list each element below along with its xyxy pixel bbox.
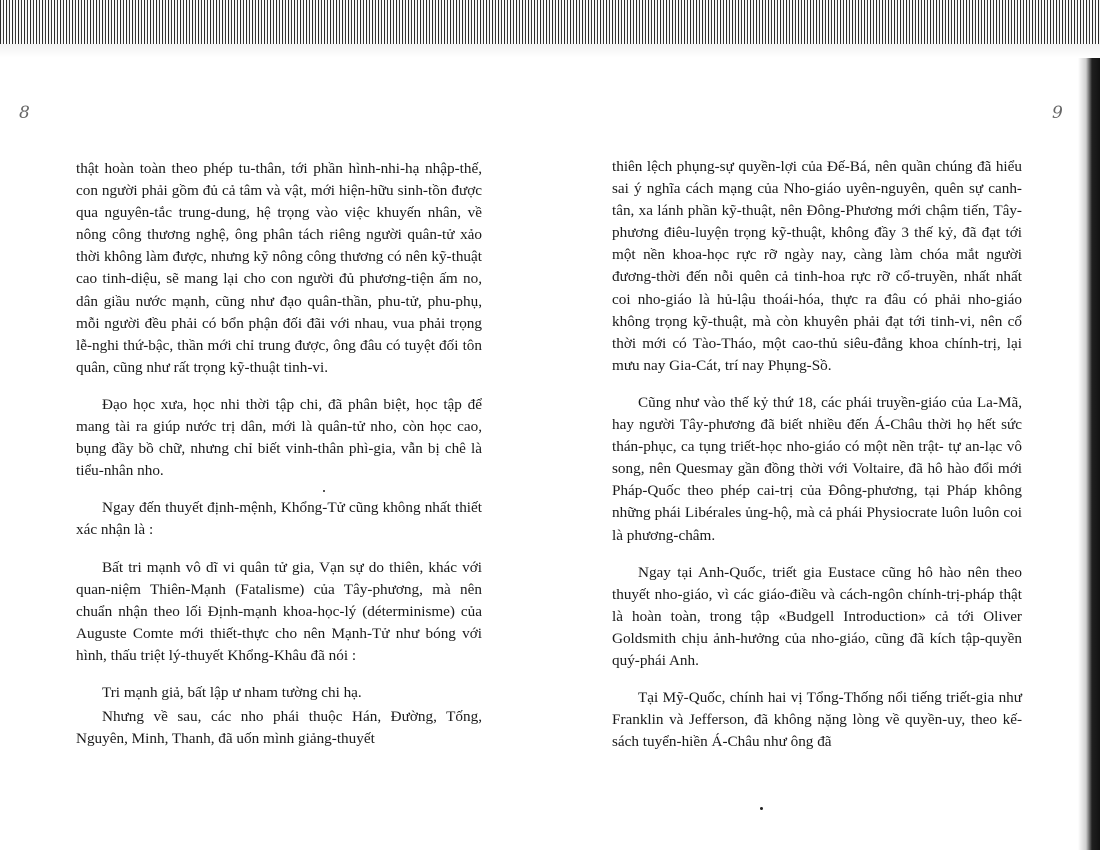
page-number-right: 9 — [1052, 103, 1063, 123]
paragraph: thiên lệch phụng-sự quyền-lợi của Đế-Bá, nên quần chúng đã hiểu sai ý nghĩa cách mạng của Nho-giáo uyên-nguyên, quên sự canh-tân, xa lánh phần kỹ-thuật, nên Đông-Phương mới chậm tiến, Tây-phương điêu-luyện trọng kỹ-thuật, không đầy 3 thế kỷ, đã đạt tới một nền khoa-học rực rỡ ngày nay, càng làm chóa mắt người đương-thời đến nỗi quên cả tinh-hoa rực rỡ cổ-truyền, nhất nhất coi nho-giáo là hủ-lậu thoái-hóa, thực ra đâu có phải nho-giáo không trọng kỹ-thuật, mà còn khuyên phải đạt tới tinh-vi, nên cổ thời mới có Tào-Tháo, một cao-thủ siêu-đẳng khoa chính-trị, lại mưu nay Gia-Cát, trí nay Phụng-Sồ. — [612, 158, 1022, 374]
page-number-left: 8 — [19, 103, 30, 123]
scan-border-right — [1078, 58, 1100, 850]
right-page-column — [612, 156, 1022, 753]
scan-speck — [323, 490, 325, 492]
paragraph: Ngay đến thuyết định-mệnh, Khổng-Tử cũng không nhất thiết xác nhận là : — [76, 499, 482, 539]
paragraph: Ngay tại Anh-Quốc, triết gia Eustace cũng hô hào nên theo thuyết nho-giáo, vì các giáo-điều và cách-ngôn chính-trị-pháp thật là hoàn toàn, trong tập «Budgell Introduction» cả tới Oliver Goldsmith chịu ảnh-hưởng của nho-giáo, cũng đã kích tập-quyền quý-phái Anh. — [612, 563, 1022, 669]
paragraph: Cũng như vào thế kỷ thứ 18, các phái truyền-giáo của La-Mã, hay người Tây-phương đã biết nhiều đến Á-Châu thời họ hết sức thán-phục, ca tụng triết-học nho-giáo có một nền trật- tự an-lạc vô song, nên Quesmay gần đồng thời với Voltaire, đã hô hào đổi mới Pháp-Quốc theo phép cai-trị của Đông-phương, tại Pháp không những phái Libérales ủng-hộ, mà cả phái Physiocrate luôn luôn coi là phương-châm. — [612, 393, 1022, 544]
scan-speck — [760, 807, 763, 810]
scan-border-top — [0, 0, 1100, 58]
paragraph: Tri mạnh giả, bất lập ư nham tường chi hạ. — [102, 683, 362, 701]
paragraph: Nhưng về sau, các nho phái thuộc Hán, Đường, Tống, Nguyên, Minh, Thanh, đã uốn mình giảng-thuyết — [76, 708, 482, 748]
paragraph: Tại Mỹ-Quốc, chính hai vị Tổng-Thống nổi tiếng triết-gia như Franklin và Jefferson, đã không nặng lòng về quyền-uy, theo kế- sách tuyển-hiền Á-Châu như ông đã — [612, 689, 1022, 751]
paragraph: Bất tri mạnh vô dĩ vi quân tử gia, Vạn sự do thiên, khác với quan-niệm Thiên-Mạnh (Fatalisme) của Tây-phương, mà nên chuẩn nhận theo lối Định-mạnh khoa-học-lý (déterminisme) của Auguste Comte mới thiết-thực cho nên Mạnh-Tử như bóng với hình, thấu triệt lý-thuyết Khổng-Khâu đã nói : — [76, 558, 482, 664]
left-page-column — [76, 158, 482, 750]
paragraph: Đạo học xưa, học nhi thời tập chi, đã phân biệt, học tập để mang tài ra giúp nước trị dân, mới là quân-tử nho, còn học cao, bụng đầy bồ chữ, nhưng chỉ biết vinh-thân phì-gia, vẫn bị chê là tiểu-nhân nho. — [76, 395, 482, 480]
paragraph: thật hoàn toàn theo phép tu-thân, tới phần hình-nhi-hạ nhập-thế, con người phải gồm đủ cả tâm và vật, mới hiện-hữu sinh-tồn được qua nguyên-tắc trung-dung, hệ trọng vào việc khuyến nhân, về nông công thương nghệ, ông phân tách riêng người quân-tử xảo thời không làm được, nhưng kỹ nông công thương có nên kỹ-thuật cao tinh-diệu, sẽ mang lại cho con người đủ phương-tiện ấm no, dân giầu nước mạnh, cũng như đạo quân-thần, phu-tử, phu-phụ, mỗi người đều phải có bổn phận đối đãi với nhau, vua phải trọng lễ-nghi thứ-bậc, thần mới chỉ trung được, ông đâu có tuyệt đối tôn quân, cũng như rất trọng kỹ-thuật tinh-vi. — [76, 160, 482, 376]
